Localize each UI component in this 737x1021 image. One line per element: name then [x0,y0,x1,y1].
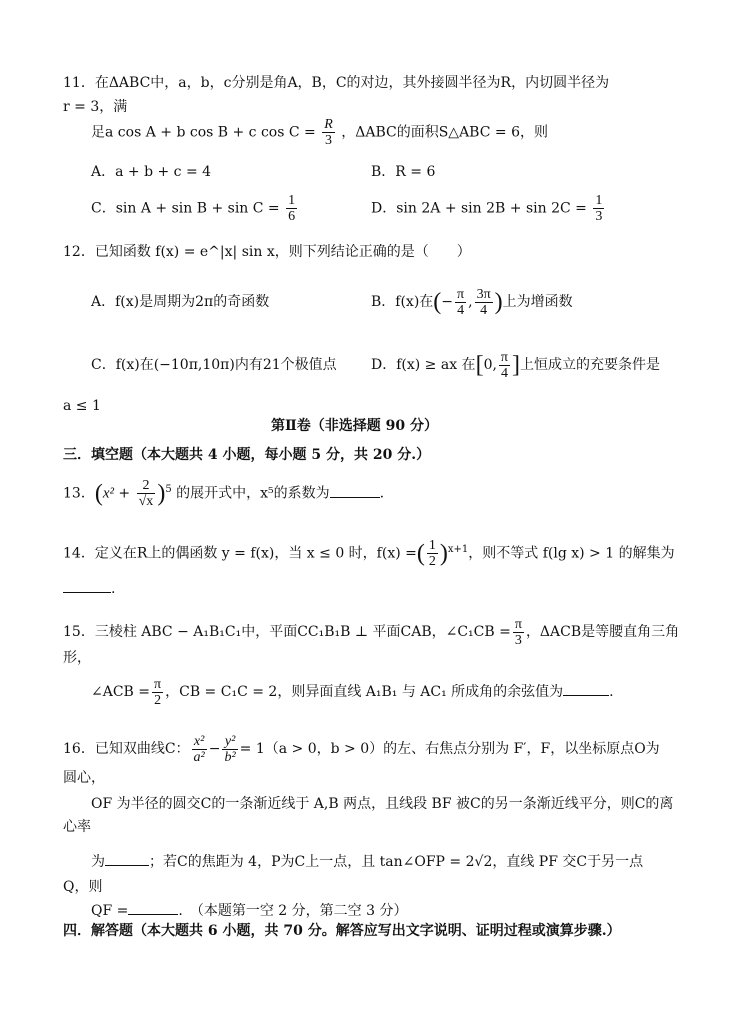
q13: 13．(x² + $\frac{2}{√x}$ )$^5$ 的展开式中，x⁵的系数为 . [63,478,385,510]
q15-line2: 形， [63,650,91,666]
q11-option-a: A．a + b + c = 4 [91,164,212,180]
q12-option-b: B．f(x)在(− $\frac{\pi}{4}$ , $\frac{3\pi}{4}$ )上为增函数 [371,286,573,318]
q16-line2: 圆心， [63,770,105,786]
q11-fraction: $\frac{R}{3}$ [324,117,333,148]
q11-line3-pre: 足a cos A + b cos B + c cos C = [91,124,316,141]
q16-line7: QF = . （本题第一空 2 分，第二空 3 分） [91,900,407,921]
q16-line3: OF 为半径的圆交C的一条渐近线于 A,B 两点，且线段 BF 被C的另一条渐近线平分，则C的离 [91,796,674,812]
q12-option-d: D．f(x) ≥ ax 在[0, $\frac{\pi}{4}$ ]上恒成立的充要条件是 [371,349,660,381]
q15-line3: ∠ACB = $\frac{\pi}{2}$ ，CB = C₁C = 2，则异面直线 A₁B₁ 与 AC₁ 所成角的余弦值为 . [91,676,614,708]
q16-line4: 心率 [63,819,91,835]
section-2-title: 第Ⅱ卷（非选择题 90 分） [271,418,439,434]
q11-option-c-fraction: $\frac{1}{6}$ [288,193,296,224]
q11-option-c: C．sin A + sin B + sin C = $\frac{1}{6}$ [91,193,296,224]
q15-blank[interactable] [563,681,609,696]
q12-option-d-continued: a ≤ 1 [63,398,101,414]
section-3-title: 三．填空题（本大题共 4 小题，每小题 5 分，共 20 分.） [63,447,431,463]
q16-blank-2[interactable] [128,900,178,915]
q16-blank-1[interactable] [105,851,149,866]
q11-line3-post: ，ΔABC的面积S△ABC = 6，则 [341,124,548,141]
q14-answer-line: . [63,578,115,599]
q11-line3 [91,117,548,148]
q11-option-b: B．R = 6 [371,164,436,180]
section-4-title: 四．解答题（本大题共 6 小题，共 70 分。解答应写出文字说明、证明过程或演算步骤.） [63,923,621,939]
q15-line1: 15．三棱柱 ABC − A₁B₁C₁中，平面CC₁B₁B ⊥ 平面CAB，∠C₁CB = $\frac{\pi}{3}$ ，ΔACB是等腰直角三角 [63,616,680,648]
q16-line1: 16．已知双曲线C： $\frac{\text{x²}}{\text{a²}}$ − $\frac{\text{y²}}{\text{b²}}$ = 1（a > 0，b > 0）的左、右焦点分别为 F′，F，以坐标原点O为 [63,733,660,765]
q12-stem: 12．已知函数 f(x) = e^|x| sin x，则下列结论正确的是（ ） [63,244,471,260]
q16-line5: 为 ；若C的焦距为 4，P为C上一点，且 tan∠OFP = 2√2，直线 PF 交C于另一点 [91,851,643,872]
q11-line2: r = 3，满 [63,99,128,115]
q11-option-d: D．sin 2A + sin 2B + sin 2C = $\frac{1}{3}$ [371,193,603,224]
q12-option-a: A．f(x)是周期为2π的奇函数 [91,294,270,310]
q11-option-d-fraction: $\frac{1}{3}$ [595,193,603,224]
q16-line6: Q，则 [63,879,103,895]
q14: 14．定义在R上的偶函数 y = f(x)，当 x ≤ 0 时，f(x) =( $\frac{1}{2}$ )$^{x+1}$，则不等式 f(lg x) > 1 的解集为 [63,538,675,570]
q11-line1: 11．在ΔABC中，a，b，c分别是角A，B，C的对边，其外接圆半径为R，内切圆半径为 [63,75,610,91]
q12-option-c: C．f(x)在(−10π,10π)内有21个极值点 [91,357,337,373]
q14-blank[interactable] [63,578,111,593]
